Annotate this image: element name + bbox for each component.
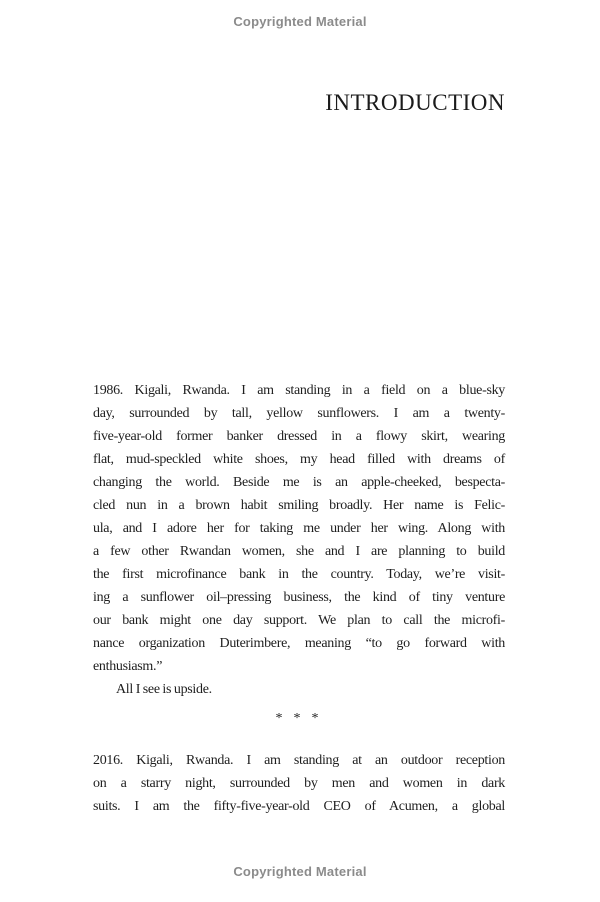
text-line: ula, and I adore her for taking me under her wing. Along with [93, 521, 505, 536]
text-line: our bank might one day support. We plan to call the microfi- [93, 613, 505, 628]
text-line: ing a sunflower oil–pressing business, the kind of tiny venture [93, 590, 505, 605]
section-divider: * * * [275, 711, 323, 726]
text-line: changing the world. Beside me is an apple-cheeked, bespecta- [93, 475, 505, 490]
text-line: enthusiasm.” [93, 659, 163, 674]
paragraph [93, 749, 505, 818]
text-line: All I see is upside. [116, 682, 212, 697]
text-line: 2016. Kigali, Rwanda. I am standing at an outdoor reception [93, 753, 505, 768]
paragraph [93, 379, 505, 678]
copyright-notice-bottom: Copyrighted Material [233, 864, 367, 879]
text-line: cled nun in a brown habit smiling broadly. Her name is Felic- [93, 498, 505, 513]
chapter-title: INTRODUCTION [325, 90, 505, 115]
text-line: nance organization Duterimbere, meaning “to go forward with [93, 636, 505, 651]
body-text [93, 379, 505, 818]
text-line: day, surrounded by tall, yellow sunflowers. I am a twenty- [93, 406, 505, 421]
text-line: a few other Rwandan women, she and I are planning to build [93, 544, 505, 559]
text-line: the first microfinance bank in the country. Today, we’re visit- [93, 567, 505, 582]
text-line: on a starry night, surrounded by men and women in dark [93, 776, 505, 791]
text-line: 1986. Kigali, Rwanda. I am standing in a field on a blue-sky [93, 383, 505, 398]
paragraph [93, 678, 505, 701]
text-line: suits. I am the fifty-five-year-old CEO of Acumen, a global [93, 799, 505, 814]
copyright-notice-top: Copyrighted Material [233, 14, 367, 29]
text-line: five-year-old former banker dressed in a flowy skirt, wearing [93, 429, 505, 444]
text-line: flat, mud-speckled white shoes, my head filled with dreams of [93, 452, 505, 467]
